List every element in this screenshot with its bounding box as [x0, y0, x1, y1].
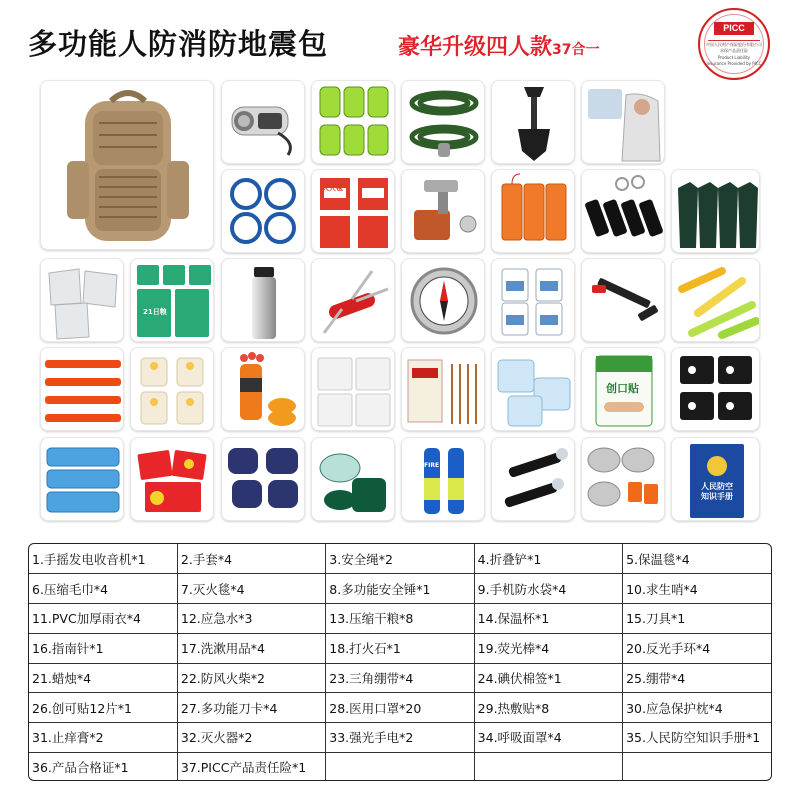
tile-fire-blanket: [311, 169, 395, 253]
subtitle-text: 豪华升级四人款: [398, 35, 553, 60]
table-row: [29, 574, 771, 604]
table-cell: 13.压缩干粮*8: [326, 604, 474, 634]
tile-triangle-bandage: [311, 347, 395, 431]
tile-towel: [221, 169, 305, 253]
product-grid: [40, 80, 760, 540]
compressed-food-icon: [131, 259, 214, 342]
table-cell: 9.手机防水袋*4: [474, 574, 622, 604]
tile-phone-bag: [491, 169, 575, 253]
tile-firestarter: [581, 258, 665, 342]
hand-crank-radio-icon: [222, 81, 305, 164]
table-row: [29, 604, 771, 634]
tile-bandage: [491, 347, 575, 431]
tile-water: [40, 258, 124, 342]
fire-blanket-label: 灭火毯: [322, 184, 343, 192]
iodine-swab-icon: [402, 348, 485, 431]
table-cell: 25.绷带*4: [623, 663, 771, 693]
safety-rope-icon: [402, 81, 485, 164]
table-cell: 29.热敷贴*8: [474, 693, 622, 723]
civil-defense-handbook-icon: [672, 438, 760, 521]
table-cell: 32.灭火器*2: [177, 723, 325, 753]
thermos-cup-icon: [222, 259, 305, 342]
bandaid-label: 创口贴: [606, 382, 639, 395]
picc-insurance-badge: [698, 8, 770, 80]
table-cell: 17.洗漱用品*4: [177, 633, 325, 663]
tile-hammer: [401, 169, 485, 253]
tile-glowstick: [671, 258, 760, 342]
handbook-line-1: 人民防空: [701, 482, 733, 491]
tile-heat-pack: [130, 437, 214, 521]
table-cell: 5.保温毯*4: [623, 544, 771, 574]
heat-pack-icon: [131, 438, 214, 521]
table-cell: [326, 752, 474, 781]
tile-toiletries: [491, 258, 575, 342]
table-cell: 1.手摇发电收音机*1: [29, 544, 177, 574]
glow-stick-icon: [41, 348, 124, 431]
windproof-matches-icon: [222, 348, 305, 431]
table-cell: 20.反光手环*4: [623, 633, 771, 663]
table-cell: 18.打火石*1: [326, 633, 474, 663]
handbook-title: [696, 482, 738, 502]
tile-raincoat: [671, 169, 760, 253]
tile-wristband: [40, 347, 124, 431]
table-row: [29, 544, 771, 574]
candle-icon: [131, 348, 214, 431]
tile-shovel: [491, 80, 575, 164]
table-cell: 4.折叠铲*1: [474, 544, 622, 574]
tile-iodine: [401, 347, 485, 431]
badge-line-4: Insurance Provided by PICC: [706, 61, 762, 66]
table-cell: [623, 752, 771, 781]
table-cell: 19.荧光棒*4: [474, 633, 622, 663]
waterproof-phone-bag-icon: [492, 170, 575, 253]
triangular-bandage-icon: [312, 348, 395, 431]
table-cell: 28.医用口罩*20: [326, 693, 474, 723]
emergency-pillow-icon: [222, 438, 305, 521]
multi-tool-card-icon: [672, 348, 760, 431]
compressed-towel-icon: [222, 170, 305, 253]
table-cell: 10.求生哨*4: [623, 574, 771, 604]
table-cell: [474, 752, 622, 781]
table-cell: 31.止痒膏*2: [29, 723, 177, 753]
table-cell: 30.应急保护枕*4: [623, 693, 771, 723]
breathing-mask-icon: [582, 438, 665, 521]
table-cell: 35.人民防空知识手册*1: [623, 723, 771, 753]
table-cell: 6.压缩毛巾*4: [29, 574, 177, 604]
table-row: [29, 752, 771, 781]
tile-whistle: [581, 169, 665, 253]
table-cell: 27.多功能刀卡*4: [177, 693, 325, 723]
table-cell: 11.PVC加厚雨衣*4: [29, 604, 177, 634]
table-cell: 8.多功能安全锤*1: [326, 574, 474, 604]
tile-candle: [130, 347, 214, 431]
compass-icon: [402, 259, 485, 342]
page-subtitle: [398, 30, 600, 61]
tile-blanket: [581, 80, 665, 164]
whistle-icon: [582, 170, 665, 253]
tactical-backpack-icon: [41, 81, 214, 250]
picc-logo: PICC: [714, 22, 754, 35]
badge-line-2: 承保产品责任险: [720, 48, 748, 53]
page-title: 多功能人防消防地震包: [28, 27, 329, 61]
table-cell: 34.呼吸面罩*4: [474, 723, 622, 753]
emergency-water-icon: [41, 259, 124, 342]
items-table-grid: [29, 544, 771, 781]
table-cell: 26.创可贴12片*1: [29, 693, 177, 723]
tile-cream: [311, 437, 395, 521]
table-row: [29, 693, 771, 723]
table-row: [29, 633, 771, 663]
tile-pillow: [221, 437, 305, 521]
subtitle-count: 37合一: [552, 42, 600, 58]
tile-matches: [221, 347, 305, 431]
emergency-blanket-icon: [582, 81, 665, 164]
safety-hammer-icon: [402, 170, 485, 253]
handbook-line-2: 知识手册: [701, 492, 733, 501]
table-cell: 21.蜡烛*4: [29, 663, 177, 693]
table-cell: 2.手套*4: [177, 544, 325, 574]
flashlight-icon: [492, 438, 575, 521]
multi-knife-icon: [312, 259, 395, 342]
tile-knife: [311, 258, 395, 342]
toiletries-icon: [492, 259, 575, 342]
tile-radio: [221, 80, 305, 164]
folding-shovel-icon: [492, 81, 575, 164]
table-cell: 12.应急水*3: [177, 604, 325, 634]
pvc-raincoat-icon: [672, 170, 760, 253]
table-cell: 16.指南针*1: [29, 633, 177, 663]
header: [0, 0, 800, 78]
table-cell: 15.刀具*1: [623, 604, 771, 634]
medical-mask-icon: [41, 438, 124, 521]
table-cell: 7.灭火毯*4: [177, 574, 325, 604]
table-cell: 3.安全绳*2: [326, 544, 474, 574]
table-cell: 37.PICC产品责任险*1: [177, 752, 325, 781]
fire-can-label: FIRE: [424, 462, 440, 469]
fire-starter-icon: [582, 259, 665, 342]
tile-toolcard: [671, 347, 760, 431]
tile-breathing-mask: [581, 437, 665, 521]
table-cell: 14.保温杯*1: [474, 604, 622, 634]
items-table: [28, 543, 772, 781]
badge-line-3: Product Liability: [717, 55, 751, 60]
tile-extinguisher: [401, 437, 485, 521]
fire-extinguisher-icon: [402, 438, 485, 521]
table-cell: 23.三角绷带*4: [326, 663, 474, 693]
tile-backpack: [40, 80, 214, 250]
tile-flashlight: [491, 437, 575, 521]
tile-food: [130, 258, 214, 342]
anti-itch-cream-icon: [312, 438, 395, 521]
food-label: 21日粮: [143, 308, 167, 316]
tile-thermos: [221, 258, 305, 342]
table-cell: 33.强光手电*2: [326, 723, 474, 753]
table-cell: 22.防风火柴*2: [177, 663, 325, 693]
table-cell: 24.碘伏棉签*1: [474, 663, 622, 693]
tile-bandaid: [581, 347, 665, 431]
table-row: [29, 663, 771, 693]
tile-mask: [40, 437, 124, 521]
reflective-wristband-icon: [672, 259, 760, 342]
tile-rope: [401, 80, 485, 164]
table-row: [29, 723, 771, 753]
badge-line-1: 中国人民财产保险股份有限公司: [706, 42, 762, 47]
bandage-icon: [492, 348, 575, 431]
tile-handbook: [671, 437, 760, 521]
tile-gloves: [311, 80, 395, 164]
table-cell: 36.产品合格证*1: [29, 752, 177, 781]
gloves-icon: [312, 81, 395, 164]
tile-compass: [401, 258, 485, 342]
